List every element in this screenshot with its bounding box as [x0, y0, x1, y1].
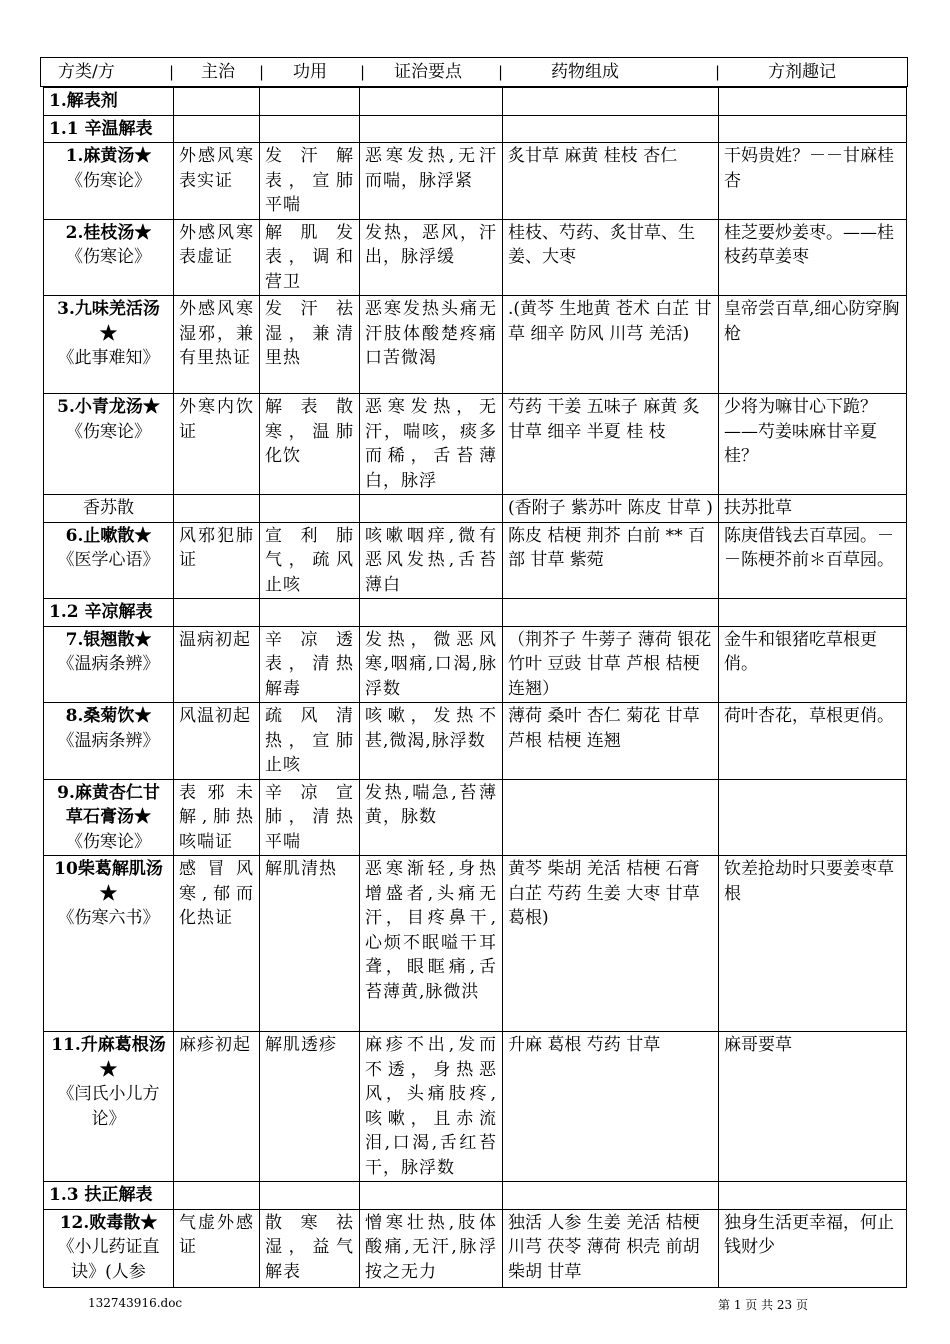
key-points-cell: 发热，微恶风寒,咽痛,口渴,脉浮数: [360, 626, 503, 703]
table-row: [44, 219, 907, 296]
formula-name: 11.升麻葛根汤★: [51, 1035, 166, 1080]
ingredients-cell: (香附子 紫苏叶 陈皮 甘草 ): [503, 495, 719, 523]
indication-cell: [174, 495, 260, 523]
key-points-cell: 恶寒发热头痛无汗肢体酸楚疼痛口苦微渴: [360, 296, 503, 394]
table-row: [44, 522, 907, 599]
indication-cell: 温病初起: [174, 626, 260, 703]
mnemonic-cell: 干妈贵姓？－－甘麻桂杏: [719, 143, 907, 220]
empty-cell: [174, 88, 260, 116]
formula-source: 《伤寒论》: [66, 421, 151, 442]
key-points-cell: [360, 495, 503, 523]
empty-cell: [503, 88, 719, 116]
section-title: 1.1 辛温解表: [44, 115, 174, 143]
indication-cell: 风邪犯肺证: [174, 522, 260, 599]
key-points-cell: 恶寒发热,无汗而喘，脉浮紧: [360, 143, 503, 220]
indication-cell: 麻疹初起: [174, 1032, 260, 1182]
ingredients-cell: 独活 人参 生姜 羌活 桔梗 川芎 茯苓 薄荷 枳壳 前胡 柴胡 甘草: [503, 1209, 719, 1287]
mnemonic-cell: 钦差抢劫时只要姜枣草根: [719, 856, 907, 1032]
function-cell: 辛凉宣肺，清热平喘: [260, 779, 360, 856]
function-cell: 解肌透疹: [260, 1032, 360, 1182]
table-row: [44, 703, 907, 780]
section-title: 1.解表剂: [44, 88, 174, 116]
header-separator: |: [259, 63, 265, 81]
empty-cell: [719, 88, 907, 116]
function-cell: 发汗祛湿，兼清里热: [260, 296, 360, 394]
formula-name: 1.麻黄汤★: [65, 146, 152, 166]
function-cell: 散寒祛湿，益气解表: [260, 1209, 360, 1287]
indication-cell: 表邪未解,肺热咳喘证: [174, 779, 260, 856]
section-row: [44, 1182, 907, 1210]
empty-cell: [719, 599, 907, 627]
key-points-cell: 发热，恶风，汗出，脉浮缓: [360, 219, 503, 296]
mnemonic-cell: 金牛和银猪吃草根更俏。: [719, 626, 907, 703]
empty-cell: [174, 599, 260, 627]
header-separator: |: [169, 63, 175, 81]
formula-source: 《伤寒六书》: [57, 908, 160, 928]
indication-cell: 风温初起: [174, 703, 260, 780]
formula-cell: [44, 394, 174, 495]
indication-cell: 外感风寒湿邪，兼有里热证: [174, 296, 260, 394]
footer-page-info: 第 1 页 共 23 页: [718, 1298, 808, 1312]
footer-filename: 132743916.doc: [88, 1296, 183, 1310]
section-title: 1.3 扶正解表: [44, 1182, 174, 1210]
mnemonic-cell: 皇帝尝百草,细心防穿胸枪: [719, 296, 907, 394]
formula-cell: [44, 779, 174, 856]
header-col-mnemonic: 方剂趣记: [768, 62, 836, 82]
function-cell: 解肌发表，调和营卫: [260, 219, 360, 296]
formula-name: 8.桑菊饮★: [65, 706, 152, 726]
formula-name: 9.麻黄杏仁甘草石膏汤★: [57, 782, 160, 827]
key-points-cell: 恶寒渐轻,身热增盛者,头痛无汗，目疼鼻干,心烦不眠嗌干耳聋，眼眶痛,舌苔薄黄,脉微洪: [360, 856, 503, 1032]
header-col-ingredients: 药物组成: [551, 62, 619, 82]
formula-cell: [44, 495, 174, 523]
empty-cell: [174, 115, 260, 143]
empty-cell: [260, 599, 360, 627]
indication-cell: 感冒风寒,郁而化热证: [174, 856, 260, 1032]
mnemonic-cell: 扶苏批草: [719, 495, 907, 523]
ingredients-cell: [503, 779, 719, 856]
empty-cell: [503, 599, 719, 627]
function-cell: 发汗解表，宣肺平喘: [260, 143, 360, 220]
header-col-key-points: 证治要点: [394, 62, 462, 82]
function-cell: 辛凉透表，清热解毒: [260, 626, 360, 703]
mnemonic-cell: 荷叶杏花，草根更俏。: [719, 703, 907, 780]
empty-cell: [174, 1182, 260, 1210]
formula-name: 10柴葛解肌汤★: [54, 859, 163, 904]
table-row: [44, 626, 907, 703]
formula-cell: [44, 626, 174, 703]
mnemonic-cell: 少将为嘛甘心下跪？——芍姜味麻甘辛夏桂？: [719, 394, 907, 495]
formula-source: 《此事难知》: [57, 348, 160, 368]
header-separator: |: [715, 63, 721, 81]
key-points-cell: 发热,喘急,苔薄黄，脉数: [360, 779, 503, 856]
section-row: [44, 115, 907, 143]
header-separator: |: [498, 63, 504, 81]
empty-cell: [719, 1182, 907, 1210]
formula-name: 2.桂枝汤★: [65, 222, 152, 243]
ingredients-cell: 黄芩 柴胡 羌活 桔梗 石膏 白芷 芍药 生姜 大枣 甘草 葛根): [503, 856, 719, 1032]
formula-name: 7.银翘散★: [65, 629, 152, 650]
ingredients-cell: 升麻 葛根 芍药 甘草: [503, 1032, 719, 1182]
indication-cell: 外感风寒表实证: [174, 143, 260, 220]
empty-cell: [260, 1182, 360, 1210]
empty-cell: [503, 1182, 719, 1210]
ingredients-cell: .(黄芩 生地黄 苍术 白芷 甘草 细辛 防风 川芎 羌活): [503, 296, 719, 394]
ingredients-cell: 薄荷 桑叶 杏仁 菊花 甘草 芦根 桔梗 连翘: [503, 703, 719, 780]
formula-source: 《小儿药证直诀》(人参: [57, 1237, 160, 1282]
function-cell: 解肌清热: [260, 856, 360, 1032]
key-points-cell: 咳嗽，发热不甚,微渴,脉浮数: [360, 703, 503, 780]
formula-source: 《伤寒论》: [66, 831, 151, 852]
formula-cell: [44, 522, 174, 599]
empty-cell: [719, 115, 907, 143]
table-row: [44, 779, 907, 856]
formula-table-body: [44, 88, 907, 1288]
section-title: 1.2 辛凉解表: [44, 599, 174, 627]
formula-name: 香苏散: [83, 498, 134, 518]
header-col-function: 功用: [293, 62, 327, 82]
table-row: [44, 143, 907, 220]
formula-name: 5.小青龙汤★: [57, 397, 160, 417]
formula-cell: [44, 219, 174, 296]
empty-cell: [360, 88, 503, 116]
header-separator: |: [360, 63, 366, 81]
formula-name: 6.止嗽散★: [65, 525, 152, 546]
key-points-cell: 恶寒发热，无汗，喘咳，痰多而稀，舌苔薄白，脉浮: [360, 394, 503, 495]
indication-cell: 外感风寒表虚证: [174, 219, 260, 296]
function-cell: 宣利肺气，疏风止咳: [260, 522, 360, 599]
ingredients-cell: 芍药 干姜 五味子 麻黄 炙甘草 细辛 半夏 桂 枝: [503, 394, 719, 495]
table-row: [44, 495, 907, 523]
empty-cell: [360, 1182, 503, 1210]
function-cell: 疏风清热，宣肺止咳: [260, 703, 360, 780]
table-row: [44, 856, 907, 1032]
table-row: [44, 1032, 907, 1182]
empty-cell: [360, 115, 503, 143]
ingredients-cell: （荆芥子 牛蒡子 薄荷 银花 竹叶 豆豉 甘草 芦根 桔梗 连翘）: [503, 626, 719, 703]
formula-name: 3.九味羌活汤★: [57, 299, 160, 344]
formula-source: 《伤寒论》: [66, 170, 151, 191]
ingredients-cell: 桂枝、芍药、炙甘草、生姜、大枣: [503, 219, 719, 296]
mnemonic-cell: 陈庚借钱去百草园。－－陈梗芥前＊百草园。: [719, 522, 907, 599]
function-cell: 解表散寒，温肺化饮: [260, 394, 360, 495]
formula-cell: [44, 143, 174, 220]
formula-cell: [44, 1209, 174, 1287]
formula-table: [43, 87, 907, 1288]
table-header-bar: [40, 57, 908, 87]
mnemonic-cell: [719, 779, 907, 856]
ingredients-cell: 炙甘草 麻黄 桂枝 杏仁: [503, 143, 719, 220]
ingredients-cell: 陈皮 桔梗 荆芥 白前 ** 百部 甘草 紫菀: [503, 522, 719, 599]
section-row: [44, 599, 907, 627]
key-points-cell: 憎寒壮热,肢体酸痛,无汗,脉浮按之无力: [360, 1209, 503, 1287]
formula-source: 《医学心语》: [57, 550, 160, 570]
empty-cell: [260, 115, 360, 143]
empty-cell: [503, 115, 719, 143]
header-col-category: 方类/方: [58, 62, 115, 82]
formula-source: 《闫氏小儿方论》: [57, 1084, 160, 1129]
table-row: [44, 394, 907, 495]
key-points-cell: 咳嗽咽痒,微有恶风发热,舌苔薄白: [360, 522, 503, 599]
formula-cell: [44, 856, 174, 1032]
formula-name: 12.败毒散★: [59, 1212, 158, 1233]
formula-cell: [44, 1032, 174, 1182]
formula-source: 《温病条辨》: [57, 730, 160, 751]
table-row: [44, 1209, 907, 1287]
mnemonic-cell: 桂芝要炒姜枣。——桂枝药草姜枣: [719, 219, 907, 296]
empty-cell: [260, 88, 360, 116]
formula-cell: [44, 703, 174, 780]
empty-cell: [360, 599, 503, 627]
function-cell: [260, 495, 360, 523]
formula-cell: [44, 296, 174, 394]
section-row: [44, 88, 907, 116]
mnemonic-cell: 独身生活更幸福，何止钱财少: [719, 1209, 907, 1287]
header-col-indication: 主治: [201, 62, 235, 82]
table-row: [44, 296, 907, 394]
mnemonic-cell: 麻哥要草: [719, 1032, 907, 1182]
formula-source: 《伤寒论》: [66, 247, 151, 267]
indication-cell: 气虚外感证: [174, 1209, 260, 1287]
indication-cell: 外寒内饮证: [174, 394, 260, 495]
formula-source: 《温病条辨》: [57, 654, 160, 674]
key-points-cell: 麻疹不出,发而不透，身热恶风，头痛肢疼,咳嗽，且赤流泪,口渴,舌红苔干，脉浮数: [360, 1032, 503, 1182]
